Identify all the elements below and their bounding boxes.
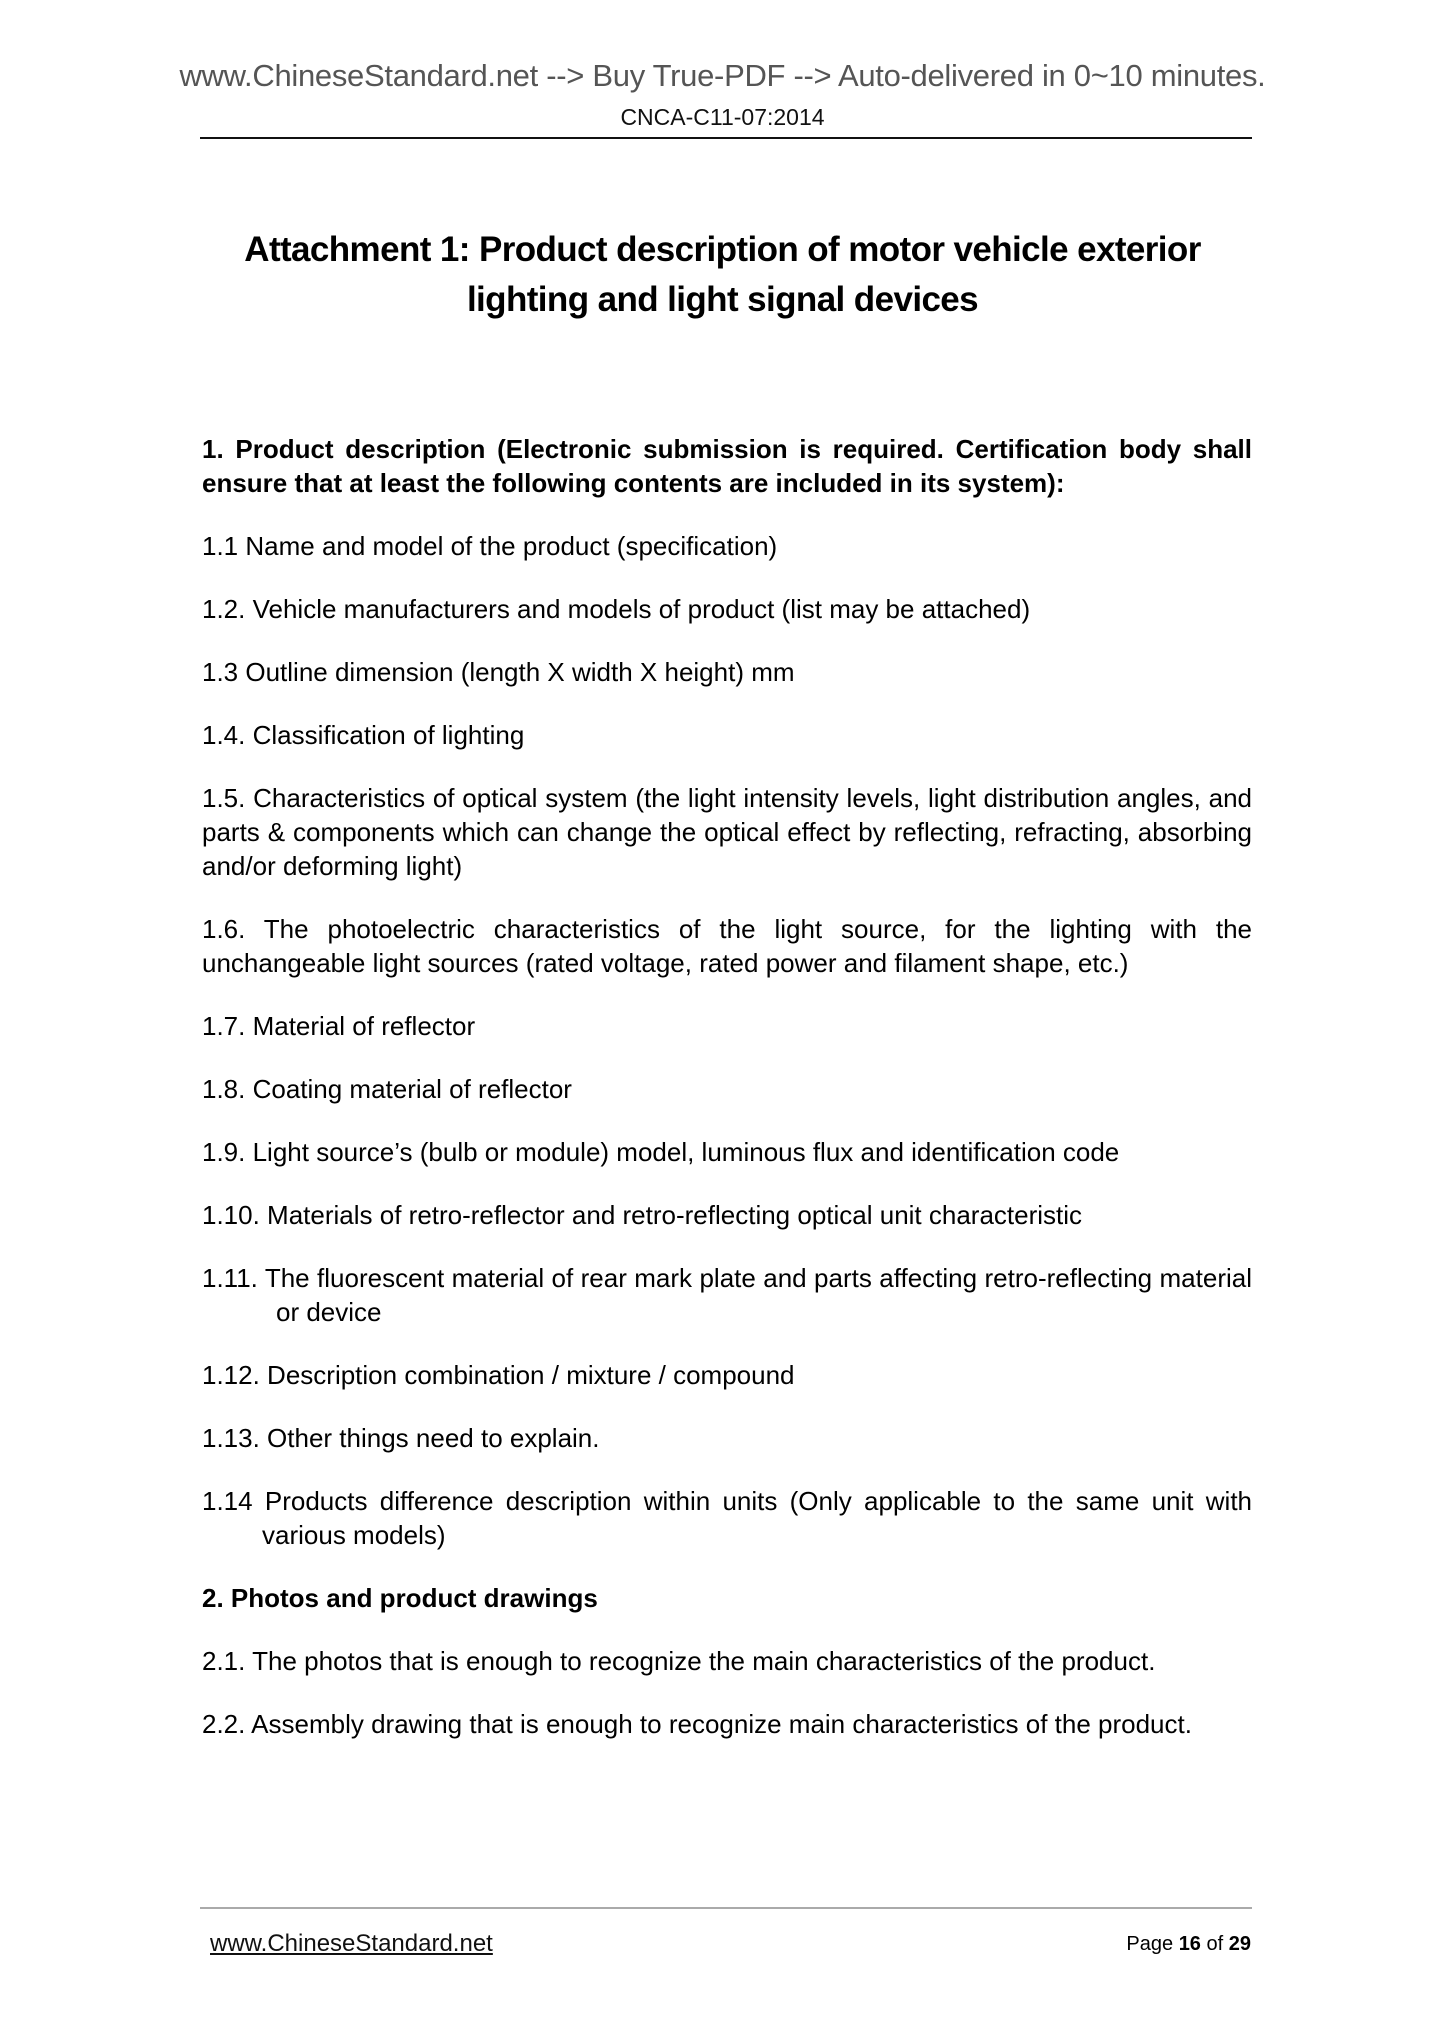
list-item: 1.2. Vehicle manufacturers and models of product (list may be attached) — [202, 594, 1031, 624]
footer-website-link[interactable]: www.ChineseStandard.net — [210, 1930, 493, 1957]
page-number — [1126, 1933, 1251, 1956]
header-divider — [200, 137, 1252, 139]
section-1-heading: 1. Product description (Electronic submission is required. Certification body shall ensure that at least the following contents are included in its system): — [202, 434, 1252, 498]
list-item: 1.1 Name and model of the product (specification) — [202, 531, 778, 561]
page-label: Page — [1126, 1933, 1174, 1955]
list-item: 1.12. Description combination / mixture / compound — [202, 1360, 795, 1390]
footer-divider — [200, 1907, 1252, 1909]
list-item: 1.6. The photoelectric characteristics of the light source, for the lighting with the unchangeable light sources (rated voltage, rated power and filament shape, etc.) — [202, 914, 1252, 978]
total-pages: 29 — [1228, 1933, 1251, 1955]
list-item: 1.9. Light source’s (bulb or module) model, luminous flux and identification code — [202, 1137, 1120, 1167]
list-item: 1.5. Characteristics of optical system (the light intensity levels, light distribution angles, and parts & components which can change the optical effect by reflecting, refracting, absorbing and/or deforming light) — [202, 783, 1252, 881]
list-item: 2.1. The photos that is enough to recognize the main characteristics of the product. — [202, 1646, 1156, 1676]
list-item: 1.3 Outline dimension (length X width X height) mm — [202, 657, 795, 687]
title-line-1: Attachment 1: Product description of motor vehicle exterior — [244, 230, 1201, 269]
list-item: 1.8. Coating material of reflector — [202, 1074, 572, 1104]
header-banner: www.ChineseStandard.net --> Buy True-PDF --> Auto-delivered in 0~10 minutes. — [179, 58, 1266, 93]
page-title — [0, 225, 1445, 325]
document-code: CNCA-C11-07:2014 — [620, 104, 825, 130]
list-item: 1.13. Other things need to explain. — [202, 1423, 600, 1453]
list-item: 1.10. Materials of retro-reflector and retro-reflecting optical unit characteristic — [202, 1200, 1083, 1230]
of-label: of — [1206, 1933, 1224, 1955]
current-page: 16 — [1178, 1933, 1201, 1955]
list-item: 1.14 Products difference description within units (Only applicable to the same unit with various models) — [202, 1486, 1252, 1550]
title-line-2: lighting and light signal devices — [466, 280, 979, 319]
list-item: 1.7. Material of reflector — [202, 1011, 476, 1041]
list-item: 1.11. The fluorescent material of rear mark plate and parts affecting retro-reflecting material or device — [202, 1263, 1252, 1327]
document-body — [202, 432, 1252, 1770]
section-2-heading: 2. Photos and product drawings — [202, 1583, 598, 1613]
list-item: 1.4. Classification of lighting — [202, 720, 525, 750]
list-item: 2.2. Assembly drawing that is enough to recognize main characteristics of the product. — [202, 1709, 1192, 1739]
